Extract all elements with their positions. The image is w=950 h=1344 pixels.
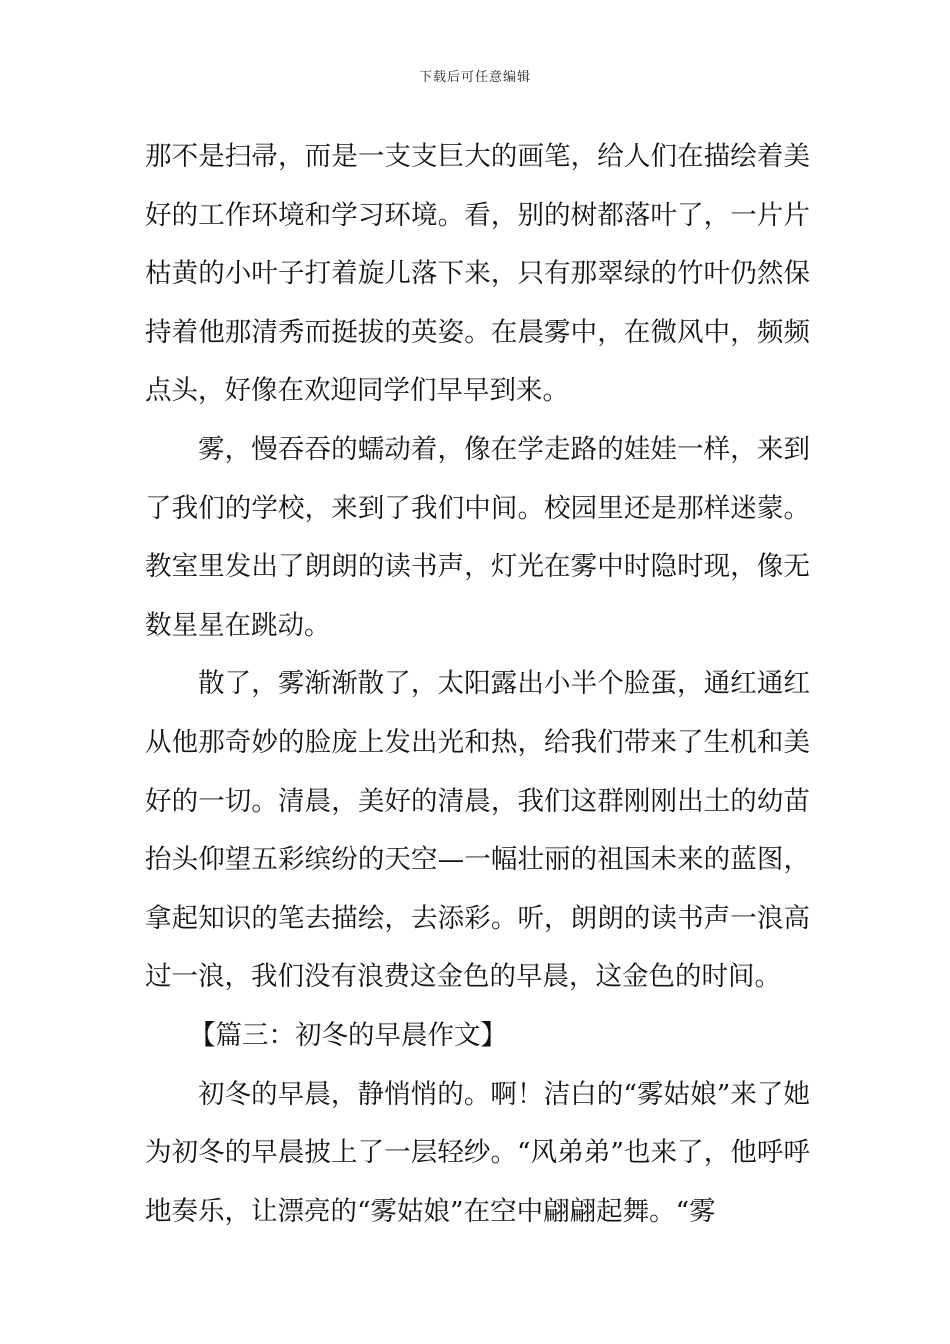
paragraph-continuation: 那不是扫帚，而是一支支巨大的画笔，给人们在描绘着美好的工作环境和学习环境。看，别的树都落叶了，一片片枯黄的小叶子打着旋儿落下来，只有那翠绿的竹叶仍然保持着他那清秀而挺拔的英姿。在晨雾中，在微风中，频频点头，好像在欢迎同学们早早到来。 <box>145 141 810 407</box>
section-heading: 【篇三：初冬的早晨作文】 <box>189 1019 507 1051</box>
paragraph-fog: 雾，慢吞吞的蠕动着，像在学走路的娃娃一样，来到了我们的学校，来到了我们中间。校园里还是那样迷蒙。教室里发出了朗朗的读书声，灯光在雾中时隐时现，像无数星星在跳动。 <box>145 433 810 641</box>
page-header: 下载后可任意编辑 <box>418 70 531 85</box>
paragraph-sunrise: 散了，雾渐渐散了，太阳露出小半个脸蛋，通红通红从他那奇妙的脸庞上发出光和热，给我们带来了生机和美好的一切。清晨，美好的清晨，我们这群刚刚出土的幼苗抬头仰望五彩缤纷的天空—一幅壮丽的祖国未来的蓝图，拿起知识的笔去描绘，去添彩。听，朗朗的读书声一浪高过一浪，我们没有浪费这金色的早晨，这金色的时间。 <box>145 668 810 993</box>
document-body <box>145 128 810 1241</box>
paragraph-early-winter: 初冬的早晨，静悄悄的。啊！洁白的“雾姑娘”来了她为初冬的早晨披上了一层轻纱。“风弟弟”也来了，他呼呼地奏乐，让漂亮的“雾姑娘”在空中翩翩起舞。“雾 <box>145 1078 810 1227</box>
